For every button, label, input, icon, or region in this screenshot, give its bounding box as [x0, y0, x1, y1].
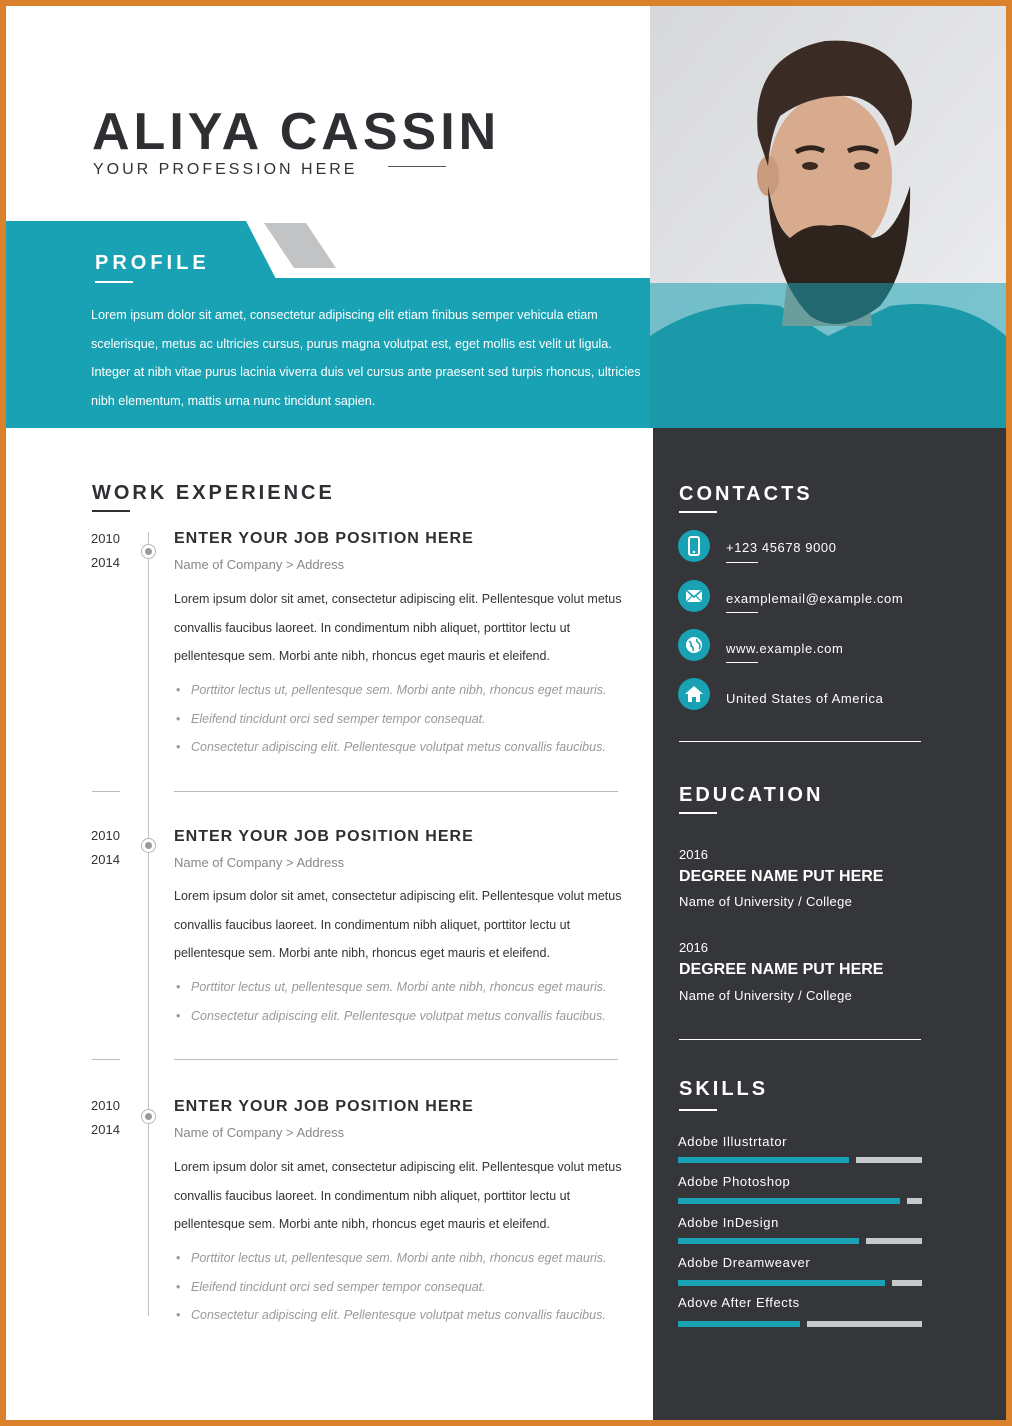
sidebar-divider [679, 1039, 921, 1040]
job-separator-long [174, 1059, 618, 1060]
skill-bar-remaining [807, 1321, 922, 1327]
profile-photo [650, 6, 1006, 428]
skill-name: Adove After Effects [678, 1295, 800, 1310]
job-position: ENTER YOUR JOB POSITION HERE [174, 1098, 474, 1115]
candidate-name: ALIYA CASSIN [92, 103, 501, 161]
job-company: Name of Company > Address [174, 1125, 345, 1140]
education-school: Name of University / College [679, 894, 853, 909]
skill-bar-fill [678, 1238, 859, 1244]
timeline-dot [141, 838, 156, 853]
skill-bar-remaining [892, 1280, 922, 1286]
education-year: 2016 [679, 847, 708, 862]
skill-name: Adobe Dreamweaver [678, 1255, 811, 1270]
skill-bar-fill [678, 1157, 849, 1163]
education-heading: EDUCATION [679, 784, 824, 806]
email-icon [678, 580, 710, 612]
timeline-dot [141, 1109, 156, 1124]
job-bullet: • Porttitor lectus ut, pellentesque sem. Morbi ante nibh, rhoncus eget mauris. [174, 1244, 649, 1273]
job-description: Lorem ipsum dolor sit amet, consectetur adipiscing elit. Pellentesque volut metus convallis faucibus laoreet. In condimentum nibh aliquet, porttitor lectu ut pellentesque sem. Morbi ante nibh, rhoncus eget mauris et eleifend. [174, 889, 622, 961]
job-start-year: 2010 [91, 828, 120, 843]
timeline-line [148, 532, 149, 1316]
skills-heading: SKILLS [679, 1078, 769, 1100]
work-experience-heading-rule [92, 510, 130, 512]
job-description: Lorem ipsum dolor sit amet, consectetur adipiscing elit. Pellentesque volut metus convallis faucibus laoreet. In condimentum nibh aliquet, porttitor lectu ut pellentesque sem. Morbi ante nibh, rhoncus eget mauris et eleifend. [174, 592, 622, 664]
contact-phone[interactable]: +123 45678 9000 [726, 540, 837, 555]
job-bullet: • Porttitor lectus ut, pellentesque sem. Morbi ante nibh, rhoncus eget mauris. [174, 973, 649, 1002]
skill-name: Adobe Illustrtator [678, 1134, 788, 1149]
portrait-illustration [650, 6, 1006, 428]
globe-icon [678, 629, 710, 661]
contact-rule [726, 612, 758, 613]
profession-title: YOUR PROFESSION HERE [93, 161, 358, 178]
contacts-heading-rule [679, 511, 717, 513]
skill-bar-fill [678, 1321, 800, 1327]
job-separator-short [92, 1059, 120, 1060]
skill-bar-remaining [856, 1157, 922, 1163]
contact-rule [726, 662, 758, 663]
skills-heading-rule [679, 1109, 717, 1111]
job-bullet-list [174, 973, 649, 1030]
contact-email[interactable]: examplemail@example.com [726, 591, 904, 606]
contact-rule [726, 562, 758, 563]
job-company: Name of Company > Address [174, 557, 345, 572]
job-bullet-list [174, 1244, 649, 1330]
skill-name: Adobe Photoshop [678, 1174, 791, 1189]
timeline-dot [141, 544, 156, 559]
contact-address: United States of America [726, 691, 884, 706]
profile-heading-rule [95, 281, 133, 283]
skill-name: Adobe InDesign [678, 1215, 779, 1230]
skill-bar [678, 1238, 922, 1244]
job-end-year: 2014 [91, 555, 120, 570]
job-bullet-list [174, 676, 649, 762]
skill-bar [678, 1321, 922, 1327]
job-separator-long [174, 791, 618, 792]
skill-bar [678, 1198, 922, 1204]
education-heading-rule [679, 812, 717, 814]
education-degree: DEGREE NAME PUT HERE [679, 961, 884, 978]
skill-bar [678, 1157, 922, 1163]
job-separator-short [92, 791, 120, 792]
profession-rule [388, 166, 446, 167]
job-bullet: • Consectetur adipiscing elit. Pellentesque volutpat metus convallis faucibus. [174, 1301, 649, 1330]
job-end-year: 2014 [91, 1122, 120, 1137]
work-experience-heading: WORK EXPERIENCE [92, 482, 335, 504]
education-school: Name of University / College [679, 988, 853, 1003]
home-icon [678, 678, 710, 710]
skill-bar-fill [678, 1280, 885, 1286]
skill-bar-remaining [866, 1238, 922, 1244]
job-bullet: • Consectetur adipiscing elit. Pellentesque volutpat metus convallis faucibus. [174, 733, 649, 762]
education-year: 2016 [679, 940, 708, 955]
job-start-year: 2010 [91, 531, 120, 546]
profile-heading: PROFILE [95, 252, 210, 274]
sidebar [653, 428, 1006, 1420]
contacts-heading: CONTACTS [679, 483, 813, 505]
job-company: Name of Company > Address [174, 855, 345, 870]
job-bullet: • Eleifend tincidunt orci sed semper tempor consequat. [174, 1273, 649, 1302]
sidebar-divider [679, 741, 921, 742]
job-bullet: • Consectetur adipiscing elit. Pellentesque volutpat metus convallis faucibus. [174, 1002, 649, 1031]
skill-bar [678, 1280, 922, 1286]
job-bullet: • Eleifend tincidunt orci sed semper tempor consequat. [174, 705, 649, 734]
profile-summary: Lorem ipsum dolor sit amet, consectetur adipiscing elit etiam finibus semper vehicula etiam scelerisque, metus ac ultricies cursus, purus magna volutpat est, eget mollis est velit ut ligula. Integer at nibh vitae purus lacinia viverra duis vel cursus ante praesent sed turpis rhoncus, ultricies nibh elementum, mattis urna nunc tincidunt sapien. [91, 308, 641, 409]
job-position: ENTER YOUR JOB POSITION HERE [174, 828, 474, 845]
contact-website[interactable]: www.example.com [726, 641, 844, 656]
skill-bar-fill [678, 1198, 900, 1204]
education-degree: DEGREE NAME PUT HERE [679, 868, 884, 885]
phone-icon [678, 530, 710, 562]
skill-bar-remaining [907, 1198, 922, 1204]
resume-page [6, 6, 1006, 1420]
job-start-year: 2010 [91, 1098, 120, 1113]
job-bullet: • Porttitor lectus ut, pellentesque sem. Morbi ante nibh, rhoncus eget mauris. [174, 676, 649, 705]
job-description: Lorem ipsum dolor sit amet, consectetur adipiscing elit. Pellentesque volut metus convallis faucibus laoreet. In condimentum nibh aliquet, porttitor lectu ut pellentesque sem. Morbi ante nibh, rhoncus eget mauris et eleifend. [174, 1160, 622, 1232]
job-end-year: 2014 [91, 852, 120, 867]
profile-accent-shape [264, 223, 336, 268]
job-position: ENTER YOUR JOB POSITION HERE [174, 530, 474, 547]
